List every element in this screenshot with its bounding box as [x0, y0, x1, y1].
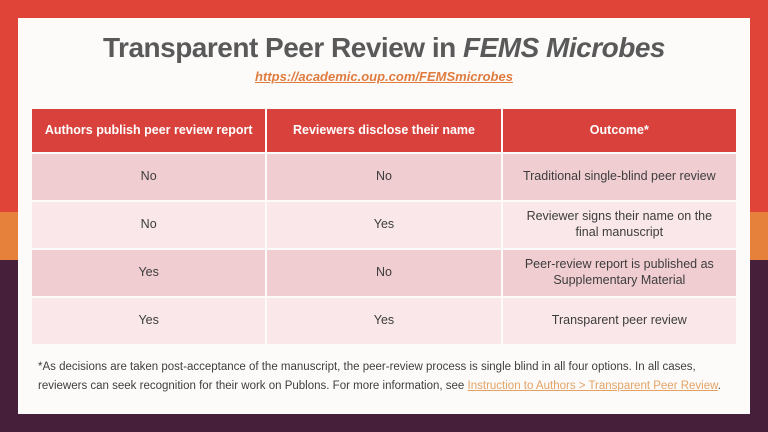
table-cell: No — [32, 202, 265, 248]
footnote — [38, 358, 732, 395]
table-cell: Yes — [267, 202, 500, 248]
table-header-cell-0: Authors publish peer review report — [32, 109, 265, 152]
table-cell: No — [267, 250, 500, 296]
footnote-link[interactable]: Instruction to Authors > Transparent Peer Review — [467, 379, 718, 392]
table-cell: No — [32, 154, 265, 200]
table-header-cell-1: Reviewers disclose their name — [267, 109, 500, 152]
title-text: Transparent Peer Review in — [103, 32, 463, 63]
table-cell: Reviewer signs their name on the final manuscript — [503, 202, 736, 248]
table-cell: Yes — [32, 250, 265, 296]
journal-url-line — [18, 68, 750, 86]
footnote-text: *As decisions are taken post-acceptance of the manuscript, the peer-review process is single blind in all four options. In all cases, reviewers can seek recognition for their work on Publons. For more information, see — [38, 361, 696, 392]
review-table — [32, 109, 736, 344]
table-cell: Peer-review report is published as Supplementary Material — [503, 250, 736, 296]
table-cell: Traditional single-blind peer review — [503, 154, 736, 200]
table-cell: Yes — [32, 298, 265, 344]
content-panel — [18, 18, 750, 414]
table-header-cell-2: Outcome* — [503, 109, 736, 152]
footnote-text-end: . — [717, 379, 721, 392]
table-cell: Transparent peer review — [503, 298, 736, 344]
page-title — [18, 31, 750, 65]
table-cell: No — [267, 154, 500, 200]
journal-name: FEMS Microbes — [463, 32, 665, 63]
journal-url-link[interactable]: https://academic.oup.com/FEMSmicrobes — [255, 69, 513, 84]
table-cell: Yes — [267, 298, 500, 344]
